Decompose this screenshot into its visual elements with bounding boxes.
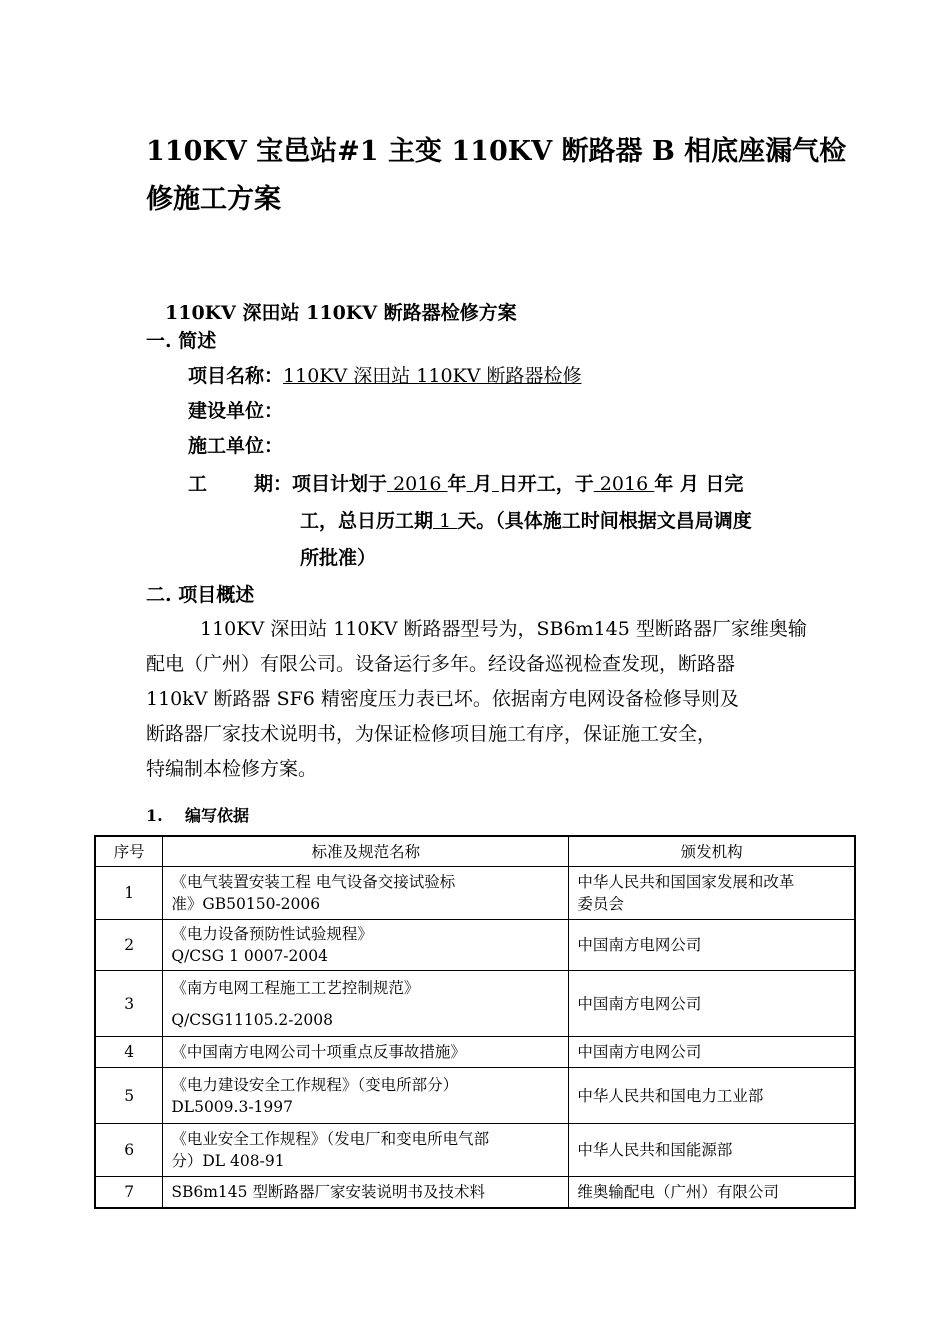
row-standard-name-line: 准》GB50150-2006 [171,895,321,913]
row-standard-name-line: DL5009.3-1997 [171,1097,293,1116]
schedule-days: 1 [433,510,458,532]
schedule-year-2: 2016 [593,473,655,495]
table-header-row [95,836,855,867]
schedule-text-6: 工，总日历工期 [300,510,434,532]
table-row [95,1177,855,1208]
row-standard-name: SB6m145 型断路器厂家安装说明书及技术料 [163,1177,569,1208]
constructor-label: 施工单位： [188,435,284,457]
row-no: 7 [95,1177,163,1208]
row-issuer: 中国南方电网公司 [569,920,855,971]
document-title-line-2: 修施工方案 [146,184,281,215]
schedule-text-3: 月 [473,473,493,495]
schedule-text-5: 年 月 日完 [654,473,744,495]
row-no: 1 [95,867,163,920]
header-standard-name: 标准及规范名称 [163,836,569,867]
row-standard-name-line: 《电力设备预防性试验规程》 [171,925,373,943]
row-issuer: 维奥输配电（广州）有限公司 [569,1177,855,1208]
row-issuer: 中华人民共和国电力工业部 [569,1068,855,1124]
overview-line-3: 110kV 断路器 SF6 精密度压力表已坏。依据南方电网设备检修导则及 [146,688,739,710]
table-row [95,1068,855,1124]
row-standard-name-line: 《电力建设安全工作规程》（变电所部分） [171,1075,459,1094]
overview-line-5: 特编制本检修方案。 [146,758,318,780]
basis-heading: 1. 编写依据 [146,806,249,825]
row-issuer-line: 委员会 [577,895,624,913]
header-issuer: 颁发机构 [569,836,855,867]
row-no: 4 [95,1037,163,1068]
schedule-row-1-text [254,469,743,496]
standards-table [94,835,856,1209]
schedule-year-1: 2016 [387,473,448,495]
row-issuer: 中国南方电网公司 [569,1037,855,1068]
schedule-text-7: 天。（具体施工时间根据文昌局调度 [457,510,752,532]
schedule-text-4: 日开工，于 [498,473,594,495]
project-name-label: 项目名称： [188,365,284,387]
schedule-day-1 [492,473,499,495]
row-standard-name [163,1124,569,1177]
schedule-text-1: 项目计划于 [292,473,388,495]
row-standard-name-line: Q/CSG 1 0007-2004 [171,947,328,965]
row-standard-name: 《中国南方电网公司十项重点反事故措施》 [163,1037,569,1068]
table-row [95,1037,855,1068]
row-no: 6 [95,1124,163,1177]
row-standard-name-line: Q/CSG11105.2-2008 [171,1010,333,1029]
row-standard-name-line: 《电气装置安装工程 电气设备交接试验标 [171,873,456,891]
header-no: 序号 [95,836,163,867]
overview-line-2: 配电（广州）有限公司。设备运行多年。经设备巡视检查发现，断路器 [146,653,736,675]
document-title-line-1: 110KV 宝邑站#1 主变 110KV 断路器 B 相底座漏气检 [146,136,847,167]
row-no: 2 [95,920,163,971]
project-name-row [188,361,582,388]
section-2-heading: 二. 项目概述 [146,584,255,606]
row-no: 5 [95,1068,163,1124]
row-issuer [569,867,855,920]
schedule-label-a: 工 [188,473,208,495]
table-row [95,971,855,1037]
overview-line-4: 断路器厂家技术说明书，为保证检修项目施工有序，保证施工安全， [146,723,717,745]
row-standard-name [163,1068,569,1124]
row-standard-name [163,920,569,971]
row-issuer: 中国南方电网公司 [569,971,855,1037]
schedule-row-1 [188,469,207,496]
builder-label: 建设单位： [188,400,284,422]
table-row [95,867,855,920]
row-standard-name [163,867,569,920]
plan-subtitle: 110KV 深田站 110KV 断路器检修方案 [165,302,517,324]
table-row [95,1124,855,1177]
row-standard-name-line: 分）DL 408-91 [171,1152,285,1170]
row-standard-name [163,971,569,1037]
schedule-text-2: 年 [447,473,467,495]
project-name-value: 110KV 深田站 110KV 断路器检修 [283,365,582,387]
table-row [95,920,855,971]
row-issuer-line: 中华人民共和国国家发展和改革 [577,873,795,891]
schedule-row-3: 所批准） [300,547,377,569]
row-standard-name-line: 《南方电网工程施工工艺控制规范》 [171,978,420,997]
overview-line-1: 110KV 深田站 110KV 断路器型号为，SB6m145 型断路器厂家维奥输 [200,618,807,640]
section-1-heading: 一. 简述 [146,330,217,352]
row-issuer: 中华人民共和国能源部 [569,1124,855,1177]
row-no: 3 [95,971,163,1037]
schedule-label-b: 期： [254,473,293,495]
row-standard-name-line: 《电业安全工作规程》（发电厂和变电所电气部 [171,1130,490,1148]
schedule-row-2 [300,506,752,533]
